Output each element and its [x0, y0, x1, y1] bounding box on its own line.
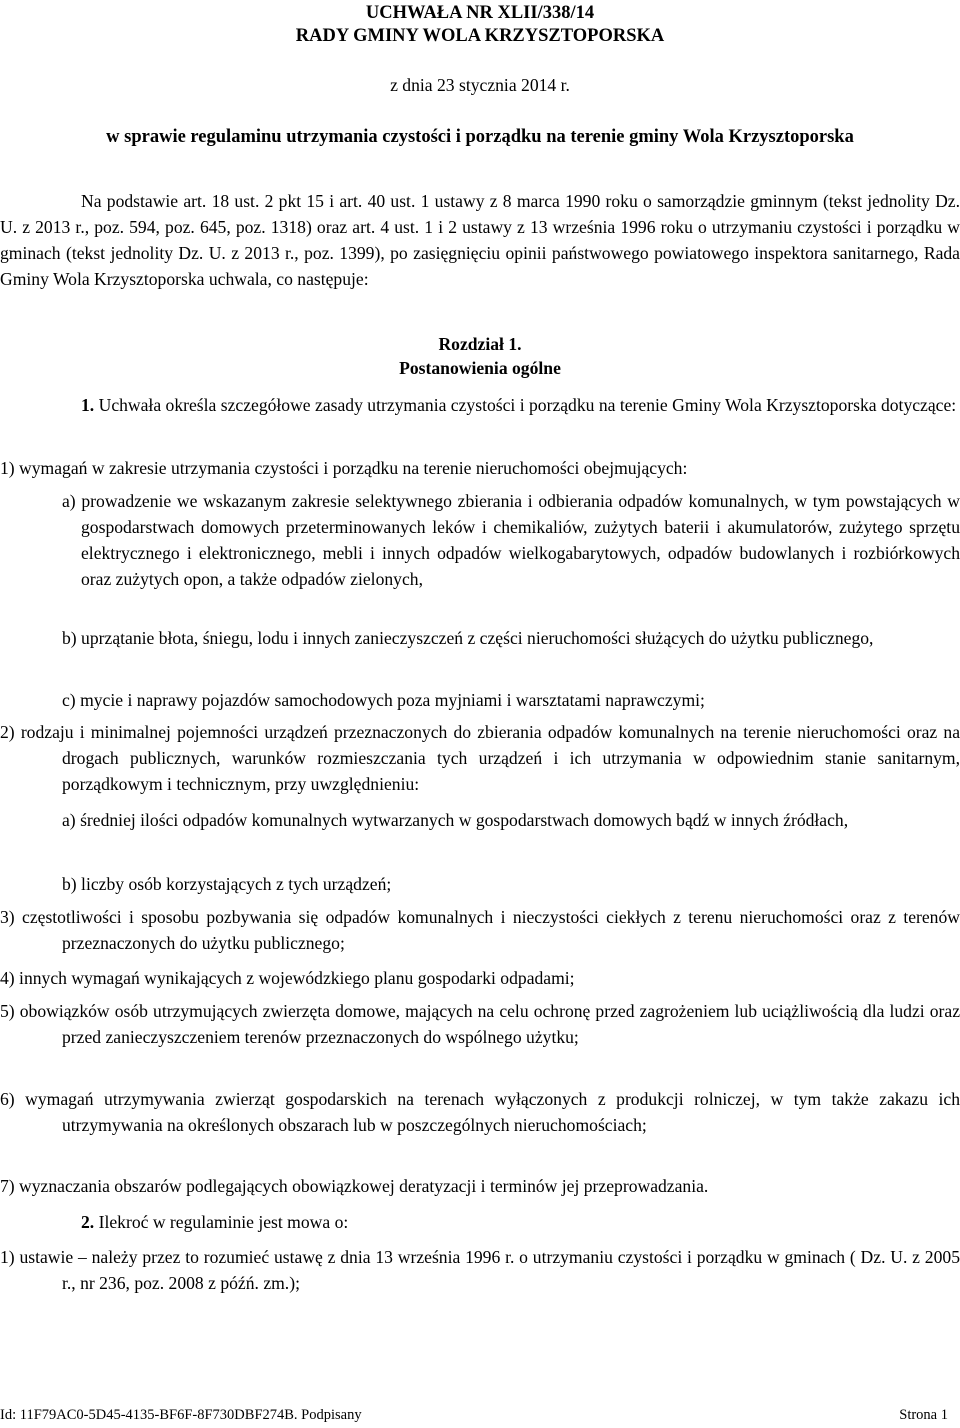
list-item: a) prowadzenie we wskazanym zakresie selektywnego zbierania i odbierania odpadów komunalnych, w tym powstających w gospodarstwach domowych przeterminowanych leków i chemikaliów, zużytych baterii i akumulatorów, zużytego sprzętu elektrycznego i elektronicznego, mebli i innych odpadów wielkogabarytowych, odpadów budowlanych i rozbiórkowych oraz zużytych opon, a także odpadów zielonych, — [62, 491, 960, 589]
page-number: Strona 1 — [899, 1407, 948, 1423]
list-item: a) średniej ilości odpadów komunalnych wytwarzanych w gospodarstwach domowych bądź w innych źródłach, — [62, 810, 849, 830]
paragraph-2-text: Ilekroć w regulaminie jest mowa o: — [98, 1212, 349, 1232]
resolution-title: UCHWAŁA NR XLII/338/14 — [365, 3, 595, 23]
chapter-number: Rozdział 1. — [438, 334, 522, 354]
council-name: RADY GMINY WOLA KRZYSZTOPORSKA — [295, 26, 665, 46]
list-item: 1) wymagań w zakresie utrzymania czystości i porządku na terenie nieruchomości obejmujących: — [0, 458, 688, 478]
list-item: 7) wyznaczania obszarów podlegających obowiązkowej deratyzacji i terminów jej przeprowadzania. — [0, 1176, 709, 1196]
chapter-title: Postanowienia ogólne — [399, 358, 561, 378]
document-id: Id: 11F79AC0-5D45-4135-BF6F-8F730DBF274B. Podpisany — [0, 1407, 362, 1423]
list-item: b) uprzątanie błota, śniegu, lodu i innych zanieczyszczeń z części nieruchomości służących do użytku publicznego, — [62, 628, 874, 648]
preamble: Na podstawie art. 18 ust. 2 pkt 15 i art. 40 ust. 1 ustawy z 8 marca 1990 roku o samorządzie gminnym (tekst jednolity Dz. U. z 2013 r., poz. 594, poz. 645, poz. 1318) oraz art. 4 ust. 1 i 2 ustawy z 13 września 1996 roku o utrzymaniu czystości i porządku w gminach (tekst jednolity Dz. U. z 2013 r., poz. 1399), po zasięgnięciu opinii państwowego powiatowego inspektora sanitarnego, Rada Gminy Wola Krzysztoporska uchwala, co następuje: — [0, 191, 960, 289]
paragraph-2 — [0, 1209, 960, 1235]
resolution-subject: w sprawie regulaminu utrzymania czystości i porządku na terenie gminy Wola Krzysztoporska — [106, 127, 854, 147]
paragraph-1 — [0, 392, 960, 418]
list-item: b) liczby osób korzystających z tych urządzeń; — [62, 874, 392, 894]
list-item: 4) innych wymagań wynikających z wojewódzkiego planu gospodarki odpadami; — [0, 968, 575, 988]
list-item: 6) wymagań utrzymywania zwierząt gospodarskich na terenach wyłączonych z produkcji rolniczej, w tym także zakazu ich utrzymywania na określonych obszarach lub w poszczególnych nieruchomościach; — [0, 1089, 960, 1135]
paragraph-1-sign: 1. — [81, 395, 95, 415]
list-item: 5) obowiązków osób utrzymujących zwierzęta domowe, mających na celu ochronę przed zagrożeniem lub uciążliwością dla ludzi oraz przed zanieczyszczeniem terenów przeznaczonych do wspólnego użytku; — [0, 1001, 960, 1047]
list-item: 2) rodzaju i minimalnej pojemności urządzeń przeznaczonych do zbierania odpadów komunalnych na terenie nieruchomości oraz na drogach publicznych, warunków rozmieszczania tych urządzeń i ich utrzymania w odpowiednim stanie sanitarnym, porządkowym i technicznym, przy uwzględnieniu: — [0, 722, 960, 794]
list-item: 3) częstotliwości i sposobu pozbywania się odpadów komunalnych i nieczystości ciekłych z terenu nieruchomości oraz z terenów przeznaczonych do użytku publicznego; — [0, 907, 960, 953]
resolution-date: z dnia 23 stycznia 2014 r. — [390, 75, 570, 95]
list-item: c) mycie i naprawy pojazdów samochodowych poza myjniami i warsztatami naprawczymi; — [62, 690, 705, 710]
list-item: 1) ustawie – należy przez to rozumieć ustawę z dnia 13 września 1996 r. o utrzymaniu czystości i porządku w gminach ( Dz. U. z 2005 r., nr 236, poz. 2008 z późń. zm.); — [0, 1247, 960, 1293]
paragraph-2-sign: 2. — [81, 1212, 95, 1232]
paragraph-1-text: Uchwała określa szczegółowe zasady utrzymania czystości i porządku na terenie Gminy Wola Krzysztoporska dotyczące: — [98, 395, 957, 415]
